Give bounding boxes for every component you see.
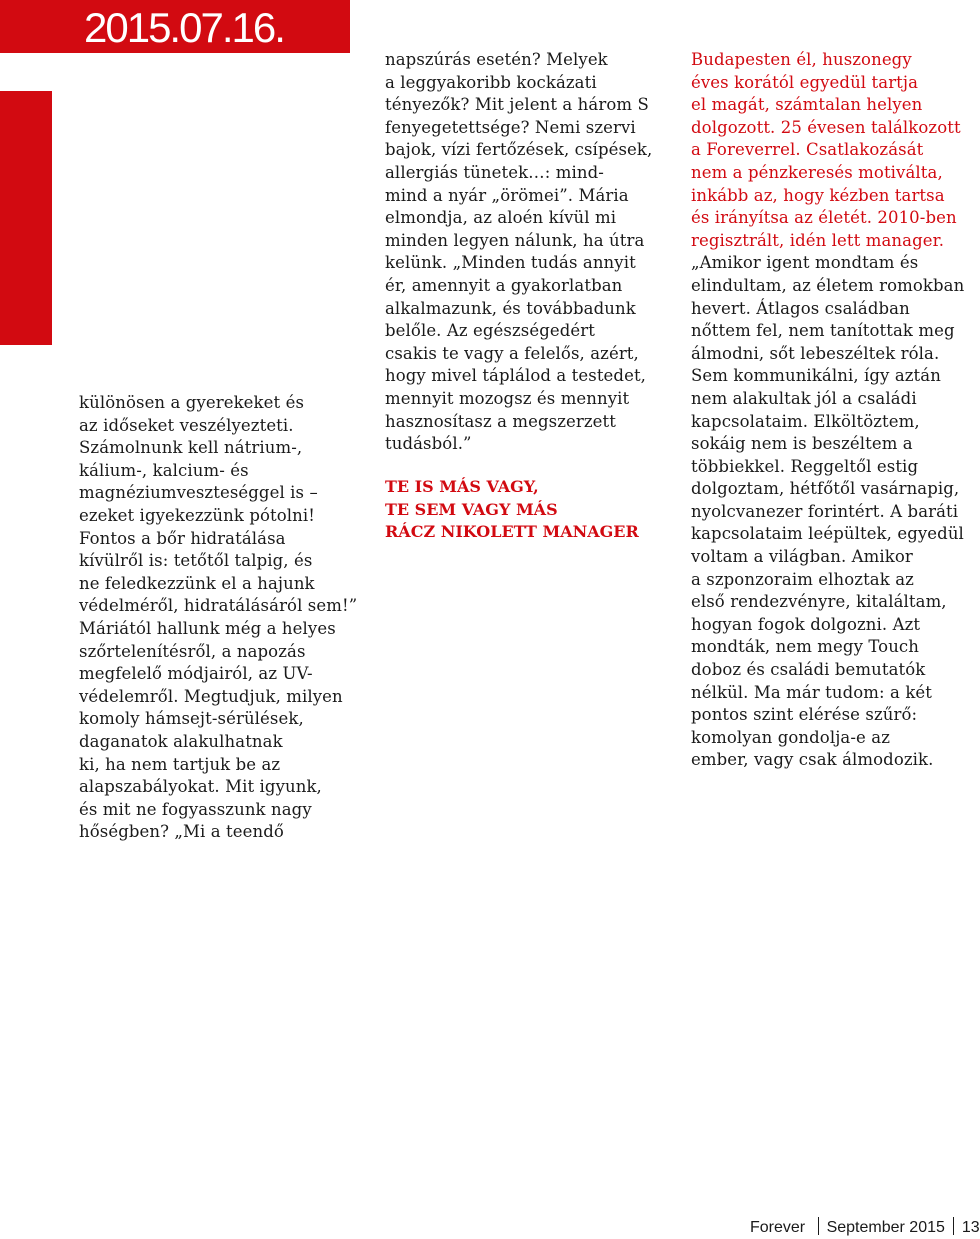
footer-divider [953,1217,954,1235]
profile-quote: „Amikor igent mondtam és elindultam, az életem romokban hevert. Átlagos családban nőttem fel, nem tanítottak meg álmodni, sőt lebeszéltek róla. Sem kommunikálni, így aztán nem alakultak jól a családi kapcsolataim. Elköltöztem, sokáig nem is beszéltem a többiekkel. Reggeltől estig dolgoztam, hétfőtől vasárnapig, nyolcvanezer forintért. A baráti kapcsolataim leépültek, egyedül voltam a világban. Amikor a szponzoraim elhoztak az első rendezvényre, kitaláltam, hogyan fogok dolgozni. Azt mondták, nem megy Touch doboz és családi bemutatók nélkül. Ma már tudom: a két pontos szint elérése szűrő: komolyan gondolja-e az ember, vagy csak álmodozik. [691,253,965,770]
profile-heading: TE IS MÁS VAGY, TE SEM VAGY MÁS RÁCZ NIKOLETT MANAGER [385,477,639,542]
article-column-3 [691,49,965,772]
date-banner [0,0,350,53]
profile-intro: Budapesten él, huszonegy éves korától egyedül tartja el magát, számtalan helyen dolgozott. 25 évesen találkozott a Foreverrel. Csatlakozását nem a pénzkeresés motiválta, inkább az, hogy kézben tartsa és irányítsa az életét. 2010-ben regisztrált, idén lett manager. [691,50,961,250]
page-number: 13 [961,1219,980,1236]
page-footer [750,1217,980,1238]
article-column-1: különösen a gyerekeket és az időseket veszélyezteti. Számolnunk kell nátrium-, kálium-, kalcium- és magnéziumveszteséggel is – ezeket igyekezzünk pótolni! Fontos a bőr hidratálása kívülről is: tetőtől talpig, és ne feledkezzünk el a hajunk védelméről, hidratálásáról sem!” Máriától hallunk még a helyes szőrtelenítésről, a napozás megfelelő módjairól, az UV- védelemről. Megtudjuk, milyen komoly hámsejt-sérülések, daganatok alakulhatnak ki, ha nem tartjuk be az alapszabályokat. Mit igyunk, és mit ne fogyasszunk nagy hőségben? „Mi a teendő [79,393,358,842]
footer-publication: Forever [750,1219,806,1236]
article-column-2: napszúrás esetén? Melyek a leggyakoribb kockázati tényezők? Mit jelent a három S fenyegetettsége? Nemi szervi bajok, vízi fertőzések, csípések, allergiás tünetek…: mind- mind a nyár „örömei”. Mária elmondja, az aloén kívül mi minden legyen nálunk, ha útra kelünk. „Minden tudás annyit ér, amennyit a gyakorlatban alkalmazunk, és továbbadunk belőle. Az egészségedért csakis te vagy a felelős, azért, hogy mivel táplálod a testedet, mennyit mozogsz és mennyit hasznosítasz a megszerzett tudásból.” [385,50,653,454]
date-title: 2015.07.16. [84,4,284,51]
footer-issue: September 2015 [826,1219,945,1236]
decorative-red-bar [0,91,52,345]
footer-divider [818,1217,819,1235]
